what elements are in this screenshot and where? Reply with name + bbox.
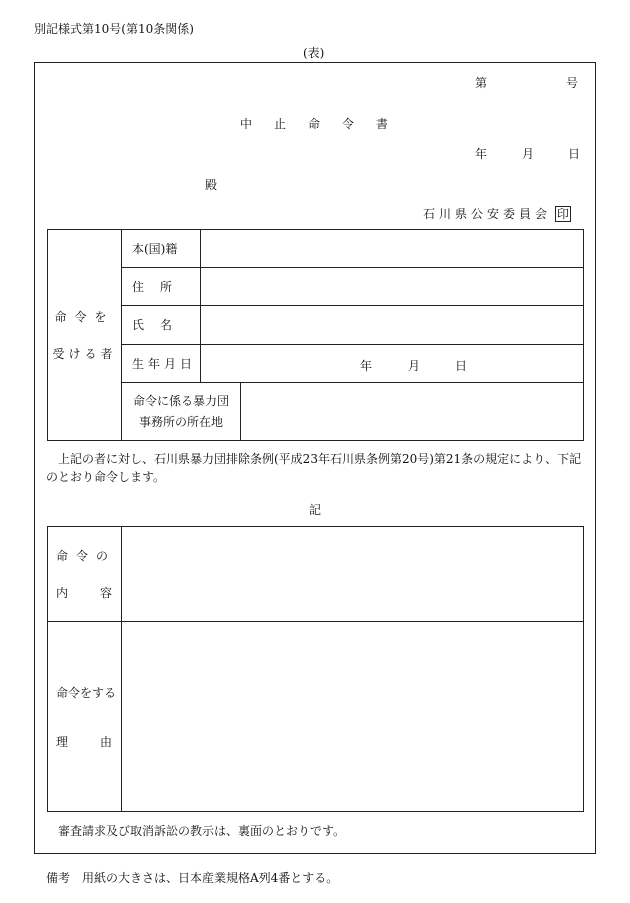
body-text: 上記の者に対し、石川県暴力団排除条例(平成23年石川県条例第20号)第21条の規定により、下記のとおり命令します。 <box>46 452 582 484</box>
number-suffix: 号 <box>566 76 579 90</box>
reason-label-1: 命令をする <box>56 685 117 700</box>
name-field[interactable] <box>201 306 584 344</box>
content-label-1: 命令の <box>56 549 117 563</box>
dob-field[interactable] <box>201 344 584 382</box>
domicile-label: 本(国)籍 <box>122 230 201 268</box>
addressee-suffix: 殿 <box>205 178 218 192</box>
order-content-field[interactable] <box>122 527 584 622</box>
office-label <box>122 382 241 440</box>
form-id: 別記様式第10号(第10条関係) <box>34 22 194 36</box>
number-prefix: 第 <box>475 76 488 90</box>
date-day: 日 <box>568 147 581 161</box>
name-label: 氏 名 <box>122 306 201 344</box>
dob-label: 生年月日 <box>122 344 201 382</box>
recipient-table <box>47 229 584 441</box>
dob-month: 月 <box>408 358 421 373</box>
dob-day: 日 <box>455 358 468 373</box>
order-content-label: 命令の 内 容 <box>48 527 122 622</box>
order-reason-field[interactable] <box>122 622 584 812</box>
recipient-label-2: 受ける者 <box>52 347 117 361</box>
seal-mark: 印 <box>557 207 570 221</box>
date-year: 年 <box>475 147 488 161</box>
domicile-field[interactable] <box>201 230 584 268</box>
recipient-label-1: 命令を <box>54 310 115 324</box>
dob-year: 年 <box>360 358 373 373</box>
office-label-1: 命令に係る暴力団 <box>132 394 229 409</box>
office-label-2: 事務所の所在地 <box>138 415 223 430</box>
document-title: 中止命令書 <box>240 117 411 131</box>
address-field[interactable] <box>201 268 584 306</box>
address-label: 住 所 <box>122 268 201 306</box>
order-reason-label: 命令をする 理 由 <box>48 622 122 812</box>
issuer-line <box>423 205 571 222</box>
order-table <box>47 526 584 812</box>
office-field[interactable] <box>241 382 584 440</box>
ki-heading: 記 <box>309 503 322 517</box>
issuer: 石川県公安委員会 <box>423 207 552 221</box>
side-label: (表) <box>303 46 325 60</box>
recipient-group-label <box>48 230 122 441</box>
date-month: 月 <box>522 147 535 161</box>
remark-text: 備考 用紙の大きさは、日本産業規格A列4番とする。 <box>46 871 339 885</box>
notice-text: 審査請求及び取消訴訟の教示は、裏面のとおりです。 <box>58 824 346 838</box>
